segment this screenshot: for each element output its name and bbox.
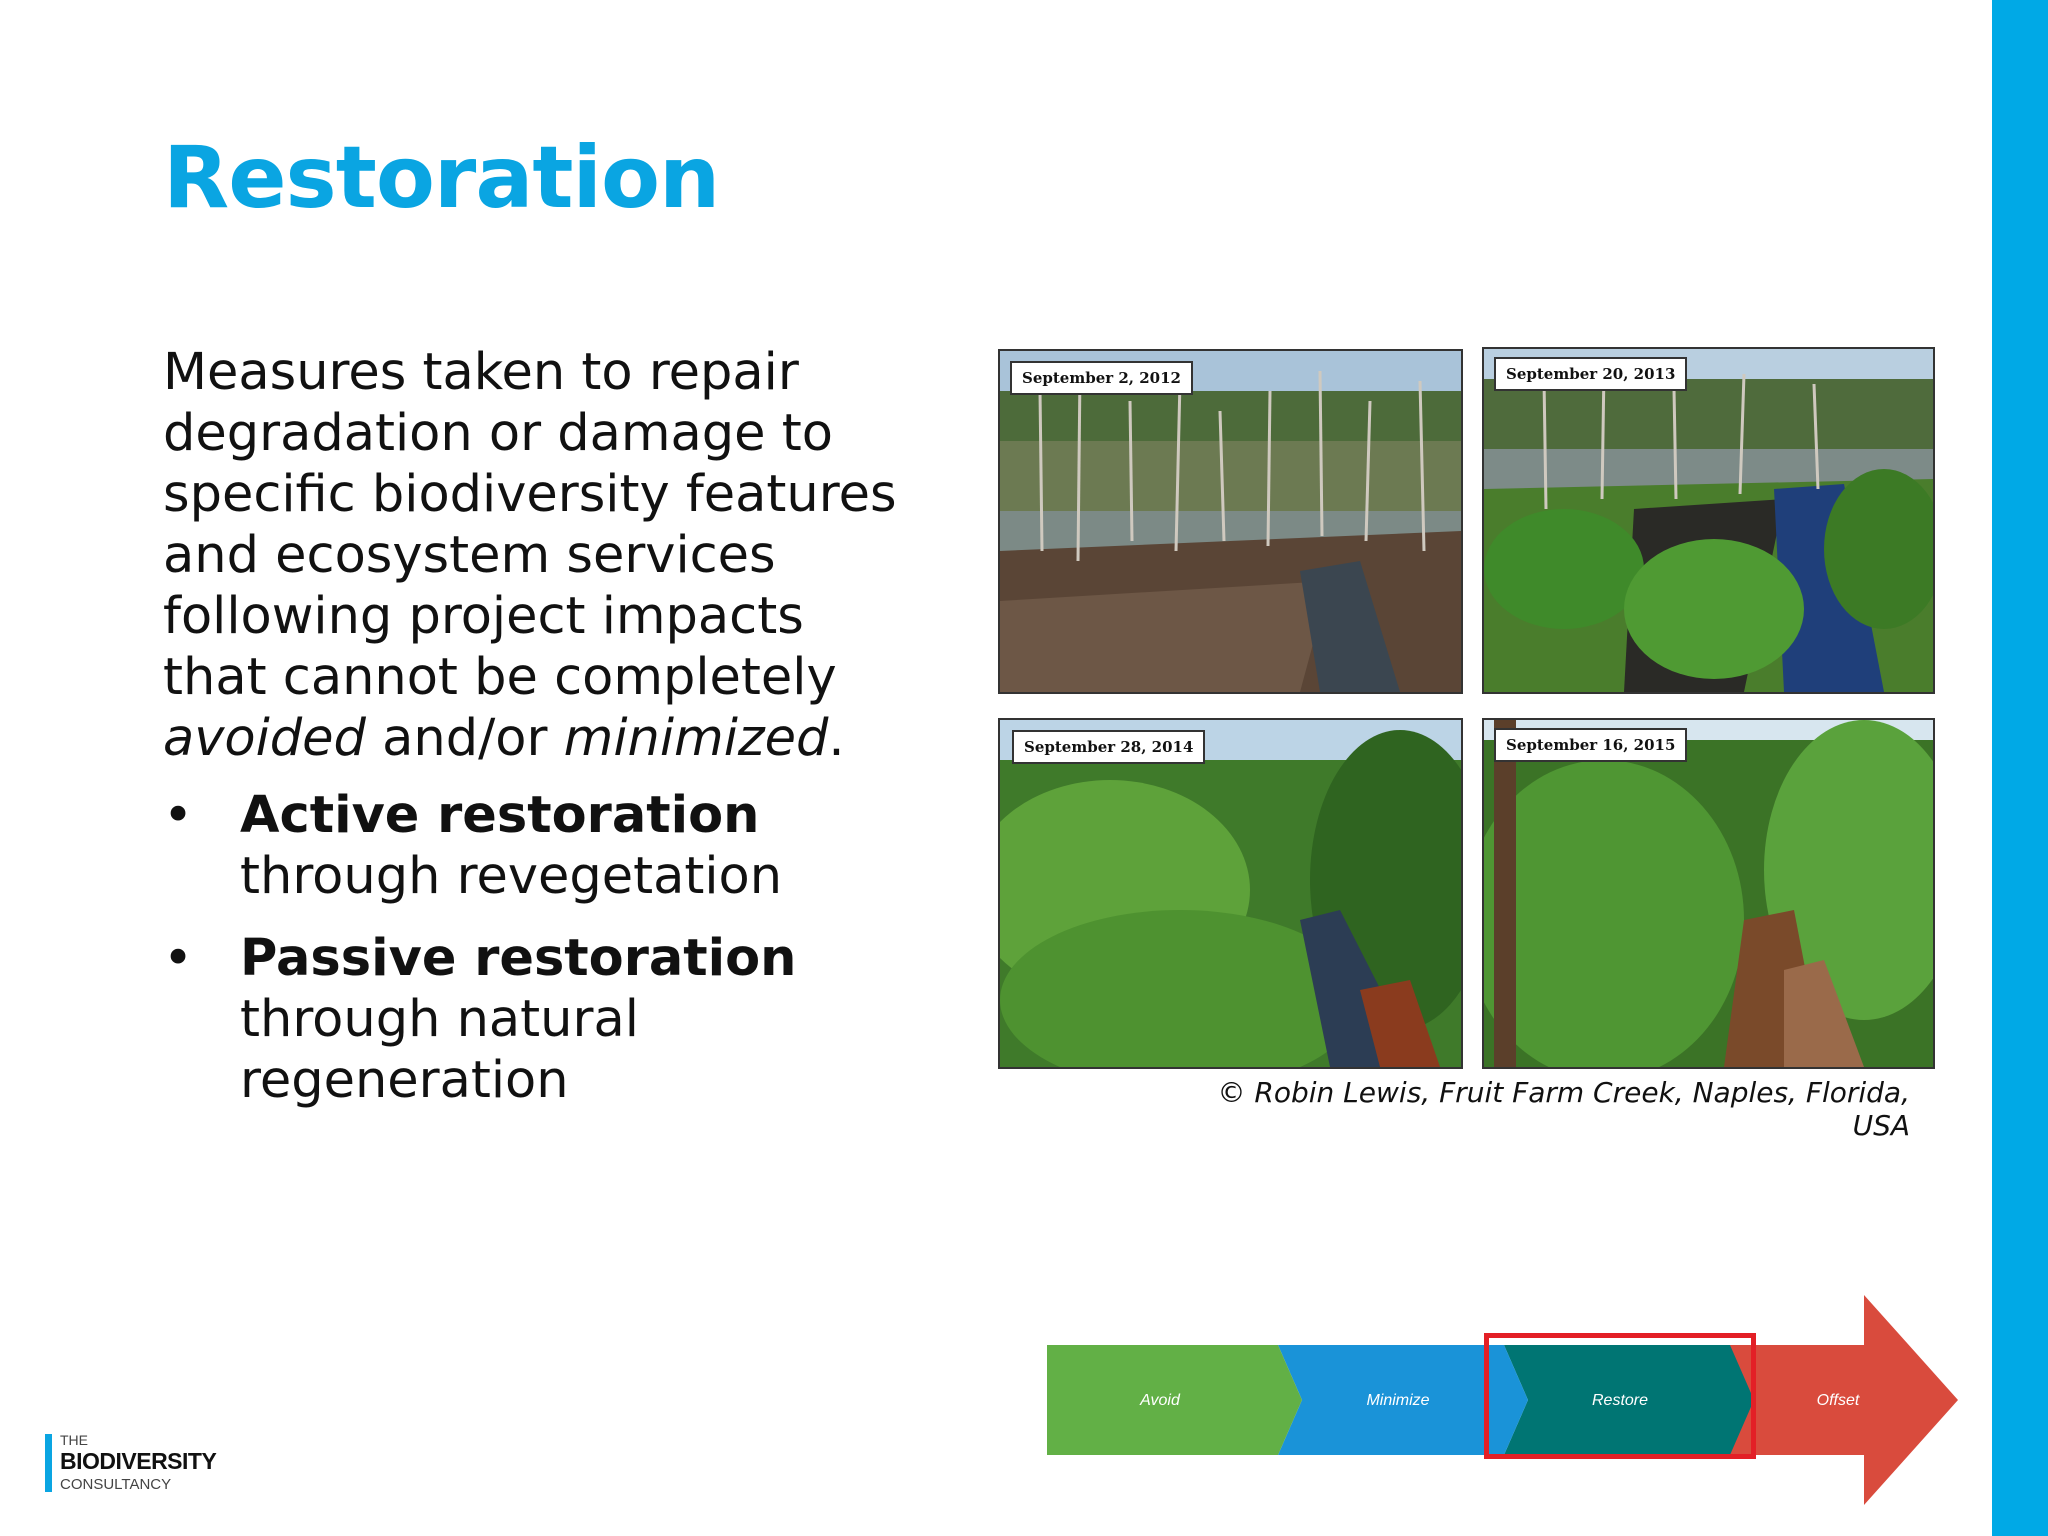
restore-highlight-box (1484, 1333, 1756, 1459)
bullet-heading: Passive restoration (240, 929, 797, 988)
photo-2012 (998, 349, 1463, 694)
bullet-heading: Active restoration (240, 786, 760, 845)
intro-paragraph (163, 342, 923, 769)
mangrove-photo-2014 (1000, 720, 1461, 1067)
photo-date-label: September 16, 2015 (1494, 728, 1687, 762)
step-minimize-label: Minimize (1366, 1392, 1430, 1409)
bullet-marker: • (163, 929, 194, 988)
slide-title: Restoration (163, 128, 720, 228)
step-restore-label: Restore (1591, 1392, 1649, 1409)
bullet-item-active (163, 785, 923, 907)
photo-date-label: September 28, 2014 (1012, 730, 1205, 764)
logo-bar (45, 1434, 52, 1492)
mangrove-photo-2013 (1484, 349, 1933, 692)
logo-line-2: BIODIVERSITY (60, 1448, 217, 1474)
photo-2014 (998, 718, 1463, 1069)
photo-2015 (1482, 718, 1935, 1069)
slide-body (163, 342, 923, 1132)
bullet-list (163, 785, 923, 1111)
bullet-marker: • (163, 786, 194, 845)
logo-line-3: CONSULTANCY (60, 1476, 172, 1493)
intro-text: Measures taken to repair degradation or damage to specific biodiversity features and ecosystem services following project impacts that cannot be completely (163, 343, 897, 707)
intro-end: . (828, 709, 845, 768)
photo-2013 (1482, 347, 1935, 694)
bullet-item-passive (163, 928, 923, 1111)
photo-date-label: September 2, 2012 (1010, 361, 1193, 395)
step-offset-label: Offset (1816, 1392, 1860, 1409)
intro-avoided: avoided (163, 709, 366, 768)
intro-middle: and/or (365, 709, 564, 768)
step-avoid-label: Avoid (1140, 1392, 1180, 1409)
accent-side-bar (1992, 0, 2048, 1536)
intro-minimized: minimized (563, 709, 829, 768)
logo-line-1: THE (60, 1432, 88, 1448)
bullet-text: through natural regeneration (240, 990, 639, 1110)
bullet-text: through revegetation (240, 847, 783, 906)
photo-date-label: September 20, 2013 (1494, 357, 1687, 391)
photo-credit: © Robin Lewis, Fruit Farm Creek, Naples, Florida, USA (1217, 1076, 1910, 1142)
mangrove-photo-2012 (1000, 351, 1461, 692)
mangrove-photo-2015 (1484, 720, 1933, 1067)
